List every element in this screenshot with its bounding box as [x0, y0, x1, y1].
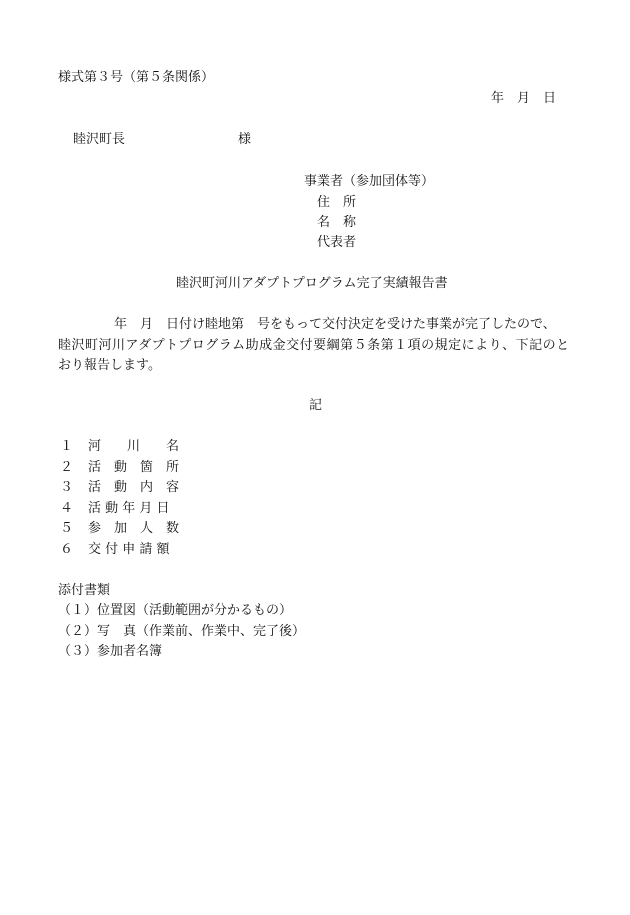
item-label: 河 川 名 — [88, 439, 180, 454]
item-number: １ — [60, 439, 74, 454]
item-number: ６ — [60, 542, 74, 557]
attachment-item: （３）参加者名簿 — [58, 644, 163, 659]
item-label: 活 動 年 月 日 — [88, 501, 170, 516]
applicant-address-label: 住 所 — [317, 195, 357, 210]
item-label: 交 付 申 請 額 — [88, 542, 170, 557]
attachment-item: （１）位置図（活動範囲が分かるもの） — [58, 603, 293, 618]
document-title: 睦沢町河川アダプトプログラム完了実績報告書 — [176, 276, 448, 291]
item-label: 活 動 内 容 — [88, 480, 180, 495]
attachments-heading: 添付書類 — [58, 583, 111, 598]
recipient: 睦沢町長 — [73, 132, 126, 147]
body-line-3: おり報告します。 — [58, 358, 161, 373]
item-number: ４ — [60, 501, 74, 516]
recipient-suffix: 様 — [238, 132, 252, 147]
applicant-name-label: 名 称 — [317, 215, 357, 230]
item-number: ５ — [60, 521, 74, 536]
item-number: ２ — [60, 460, 74, 475]
applicant-representative-label: 代表者 — [317, 235, 357, 250]
applicant-heading: 事業者（参加団体等） — [304, 174, 435, 189]
date-line: 年 月 日 — [491, 91, 557, 106]
form-number: 様式第３号（第５条関係） — [58, 70, 215, 85]
attachment-item: （２）写 真（作業前、作業中、完了後） — [58, 624, 306, 639]
ki-heading: 記 — [309, 398, 323, 413]
item-label: 参 加 人 数 — [88, 521, 180, 536]
item-label: 活 動 箇 所 — [88, 460, 180, 475]
body-line-2: 睦沢町河川アダプトプログラム助成金交付要綱第５条第１項の規定により、下記のと — [58, 338, 570, 353]
body-line-1: 年 月 日付け睦地第 号をもって交付決定を受けた事業が完了したので、 — [114, 317, 556, 332]
item-number: ３ — [60, 480, 74, 495]
